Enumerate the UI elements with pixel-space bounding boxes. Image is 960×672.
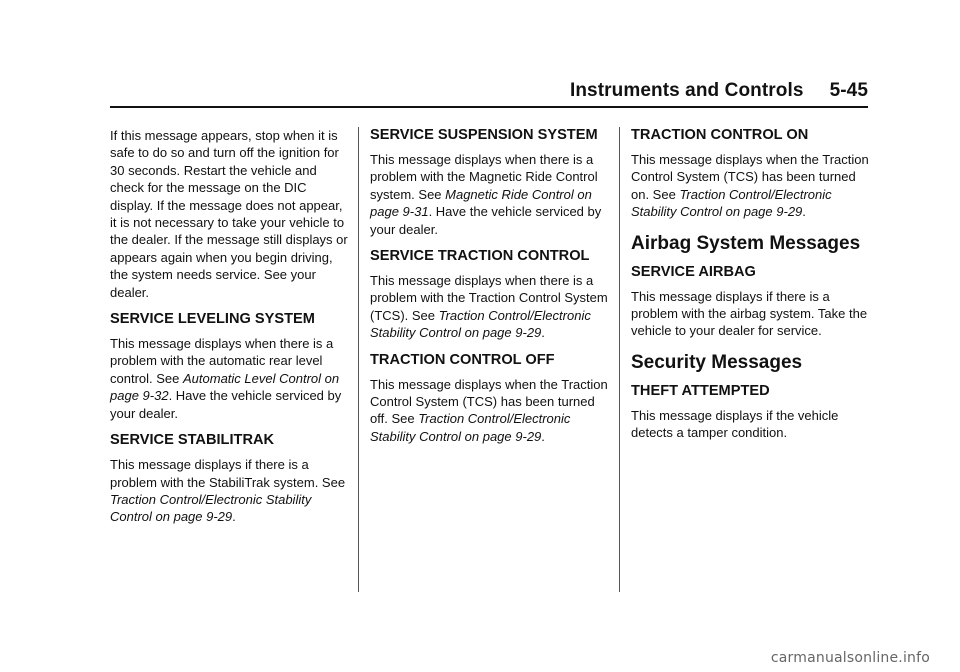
cross-reference-link[interactable]: Automatic Level Control on page 9-32 (110, 370, 340, 404)
cross-reference-link[interactable]: Traction Control/Electronic Stability Control on page 9-29 (631, 186, 832, 220)
heading-theft-attempted: THEFT ATTEMPTED (631, 382, 770, 399)
cross-reference-link[interactable]: Traction Control/Electronic Stability Control on page 9-29 (370, 411, 571, 444)
column-1 (110, 127, 350, 534)
heading-service-suspension: SERVICE SUSPENSION SYSTEM (370, 127, 598, 143)
column-divider (619, 127, 620, 592)
heading-service-stabilitrak: SERVICE STABILITRAK (110, 432, 275, 449)
heading-traction-on: TRACTION CONTROL ON (631, 127, 809, 143)
paragraph-service-suspension: This message displays when there is a problem with the Magnetic Ride Control system. See Magnetic Ride Control on page 9-31. Have the vehicle serviced by your dealer. (370, 152, 602, 237)
section-heading-security: Security Messages (631, 351, 803, 373)
cross-reference-link[interactable]: Traction Control/Electronic Stability Control on page 9-29 (370, 307, 591, 341)
paragraph-service-stabilitrak: This message displays if there is a problem with the StabiliTrak system. See Traction Control/Electronic Stability Control on page 9-29. (110, 457, 346, 525)
paragraph-service-airbag: This message displays if there is a problem with the airbag system. Take the vehicle to your dealer for service. (631, 288, 868, 339)
paragraph-traction-off: This message displays when the Traction Control System (TCS) has been turned off. See Traction Control/Electronic Stability Control on page 9-29. (370, 376, 608, 444)
heading-service-leveling: SERVICE LEVELING SYSTEM (110, 311, 315, 328)
paragraph-traction-on: This message displays when the Traction Control System (TCS) has been turned on. See Traction Control/Electronic Stability Control on page 9-29. (631, 152, 869, 220)
page-number: 5-45 (829, 80, 868, 101)
heading-traction-off: TRACTION CONTROL OFF (370, 351, 555, 368)
header-text (570, 80, 868, 102)
column-3 (631, 127, 871, 450)
heading-service-airbag: SERVICE AIRBAG (631, 263, 756, 280)
watermark: carmanualsonline.info (770, 650, 930, 666)
page-header (110, 80, 868, 108)
cross-reference-link[interactable]: Traction Control/Electronic Stability Control on page 9-29 (110, 491, 312, 525)
intro-paragraph: If this message appears, stop when it is safe to do so and turn off the ignition for 30 seconds. Restart the vehicle and check for the message on the DIC display. If the message does not appear, it is not necessary to take your vehicle to the dealer. If the message still displays or appears again when you begin driving, the system needs service. See your dealer. (110, 128, 348, 300)
column-2 (370, 127, 610, 453)
paragraph-service-leveling: This message displays when there is a problem with the automatic rear level control. See Automatic Level Control on page 9-32. Have the vehicle serviced by your dealer. (110, 336, 342, 421)
heading-service-traction: SERVICE TRACTION CONTROL (370, 248, 590, 265)
section-heading-airbag: Airbag System Messages (631, 232, 861, 254)
cross-reference-link[interactable]: Magnetic Ride Control on page 9-31 (370, 186, 592, 220)
section-title: Instruments and Controls (569, 80, 804, 101)
paragraph-service-traction: This message displays when there is a problem with the Traction Control System (TCS). See Traction Control/Electronic Stability Control on page 9-29. (370, 273, 608, 341)
column-divider (358, 127, 359, 592)
paragraph-theft-attempted: This message displays if the vehicle detects a tamper condition. (631, 407, 839, 441)
